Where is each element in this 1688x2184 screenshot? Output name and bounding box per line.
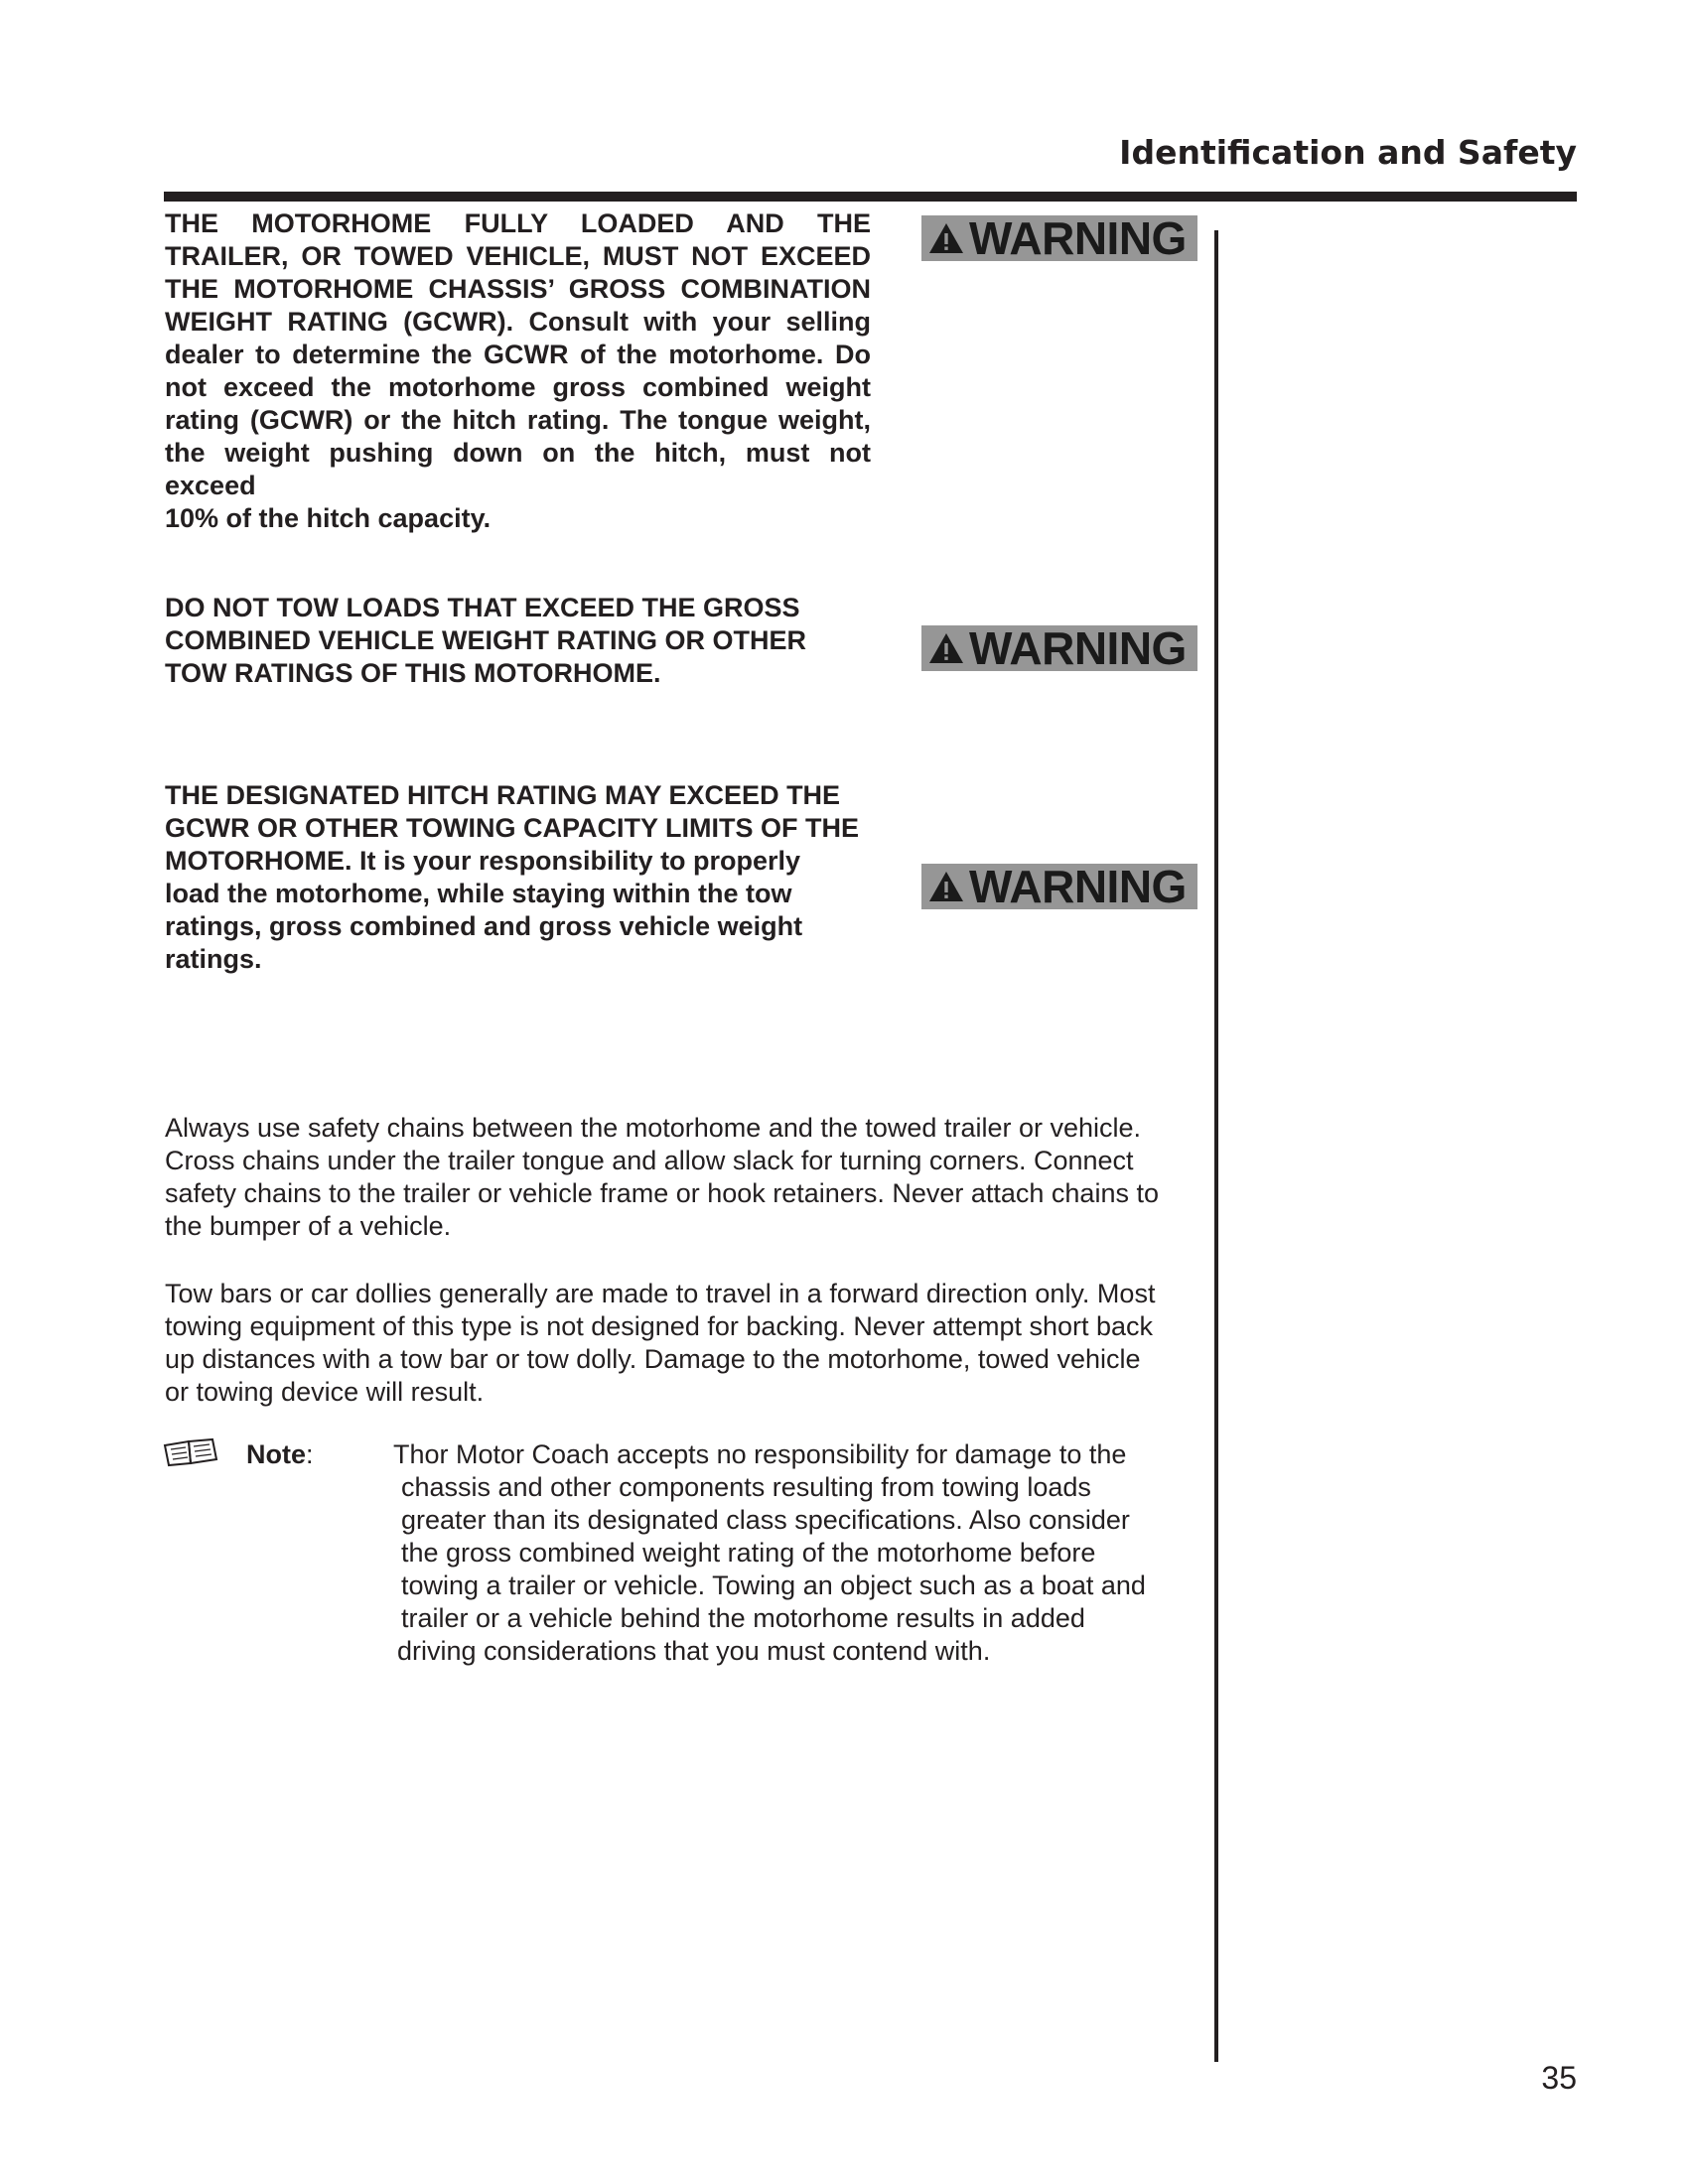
warning-line: dealer to determine the GCWR of the motorhome. Do xyxy=(165,340,871,369)
warning-line: ratings. xyxy=(165,944,262,974)
warning-line: GCWR OR OTHER TOWING CAPACITY LIMITS OF THE xyxy=(165,813,859,843)
note-line: trailer or a vehicle behind the motorhome results in added xyxy=(401,1603,1085,1633)
warning-line: rating (GCWR) or the hitch rating. The tongue weight, xyxy=(165,405,871,435)
paragraph-line: safety chains to the trailer or vehicle frame or hook retainers. Never attach chains to xyxy=(165,1178,1159,1208)
paragraph-tow-bars xyxy=(165,1278,1217,1409)
warning-line: THE DESIGNATED HITCH RATING MAY EXCEED THE xyxy=(165,780,841,810)
paragraph-line: or towing device will result. xyxy=(165,1377,485,1407)
paragraph-safety-chains xyxy=(165,1112,1217,1243)
note-line: Thor Motor Coach accepts no responsibility for damage to the xyxy=(393,1439,1127,1469)
warning-badge xyxy=(921,212,1197,264)
warning-triangle-icon xyxy=(927,221,965,255)
paragraph-line: Always use safety chains between the motorhome and the towed trailer or vehicle. xyxy=(165,1113,1142,1143)
open-book-icon xyxy=(161,1437,220,1467)
note-label xyxy=(246,1438,314,1471)
warning-badge-label: WARNING xyxy=(969,861,1187,912)
warning-line: THE MOTORHOME FULLY LOADED AND THE xyxy=(165,208,871,238)
warning-line: load the motorhome, while staying within the tow xyxy=(165,879,792,908)
paragraph-line: up distances with a tow bar or tow dolly. Damage to the motorhome, towed vehicle xyxy=(165,1344,1141,1374)
note-label-text: Note xyxy=(246,1439,306,1469)
warning-triangle-icon xyxy=(927,631,965,665)
warning-line: THE MOTORHOME CHASSIS’ GROSS COMBINATION xyxy=(165,274,871,304)
warning-line: COMBINED VEHICLE WEIGHT RATING OR OTHER xyxy=(165,625,806,655)
warning-line: 10% of the hitch capacity. xyxy=(165,503,492,533)
note-text xyxy=(393,1438,1188,1668)
warning-line: MOTORHOME. It is your responsibility to properly xyxy=(165,846,801,876)
paragraph-line: Tow bars or car dollies generally are made to travel in a forward direction only. Most xyxy=(165,1279,1156,1308)
header-rule xyxy=(164,192,1577,202)
note-line: greater than its designated class specifications. Also consider xyxy=(401,1505,1130,1535)
warning-line: TRAILER, OR TOWED VEHICLE, MUST NOT EXCEED xyxy=(165,241,871,271)
page-number: 35 xyxy=(1541,2060,1577,2096)
warning-line: not exceed the motorhome gross combined weight xyxy=(165,372,871,402)
paragraph-line: Cross chains under the trailer tongue and allow slack for turning corners. Connect xyxy=(165,1146,1134,1175)
paragraph-line: the bumper of a vehicle. xyxy=(165,1211,452,1241)
warning-text-tow-loads xyxy=(165,592,871,690)
warning-badge xyxy=(921,622,1197,674)
note-line: driving considerations that you must contend with. xyxy=(397,1636,991,1666)
section-title: Identification and Safety xyxy=(1119,133,1577,172)
warning-line: WEIGHT RATING (GCWR). Consult with your selling xyxy=(165,307,871,337)
warning-badge-label: WARNING xyxy=(969,212,1187,264)
warning-line: TOW RATINGS OF THIS MOTORHOME. xyxy=(165,658,661,688)
warning-line: the weight pushing down on the hitch, must not exceed xyxy=(165,438,871,500)
note-label-colon: : xyxy=(306,1439,314,1469)
warning-line: ratings, gross combined and gross vehicle weight xyxy=(165,911,803,941)
warning-text-gcwr xyxy=(165,207,871,535)
warning-text-hitch-rating xyxy=(165,779,871,976)
note-line: chassis and other components resulting from towing loads xyxy=(401,1472,1091,1502)
warning-badge xyxy=(921,861,1197,912)
warning-triangle-icon xyxy=(927,870,965,903)
note-line: the gross combined weight rating of the motorhome before xyxy=(401,1538,1096,1568)
warning-line: DO NOT TOW LOADS THAT EXCEED THE GROSS xyxy=(165,593,800,622)
warning-badge-label: WARNING xyxy=(969,622,1187,674)
note-line: towing a trailer or vehicle. Towing an object such as a boat and xyxy=(401,1570,1146,1600)
paragraph-line: towing equipment of this type is not designed for backing. Never attempt short back xyxy=(165,1311,1154,1341)
